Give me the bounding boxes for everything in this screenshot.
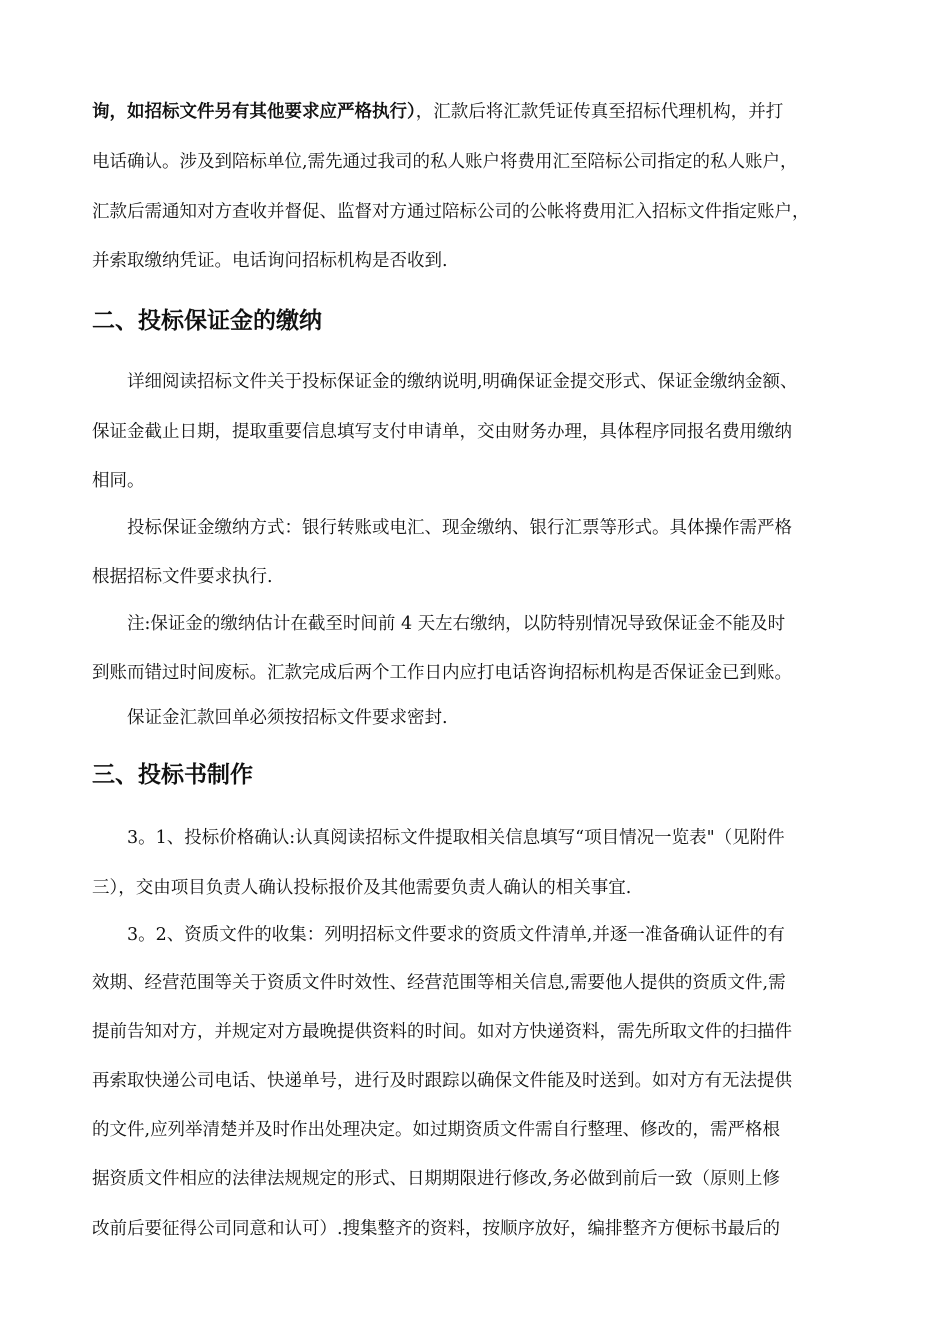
paragraph-line: 电话确认。涉及到陪标单位,需先通过我司的私人账户将费用汇至陪标公司指定的私人账户， [92, 152, 798, 172]
paragraph-line: 保证金截止日期，提取重要信息填写支付申请单，交由财务办理，具体程序同报名费用缴纳 [92, 422, 792, 442]
paragraph-line: 提前告知对方，并规定对方最晚提供资料的时间。如对方快递资料，需先所取文件的扫描件 [92, 1022, 792, 1042]
paragraph-line: 再索取快递公司电话、快递单号，进行及时跟踪以确保文件能及时送到。如对方有无法提供 [92, 1071, 792, 1091]
paragraph-line: 改前后要征得公司同意和认可）.搜集整齐的资料，按顺序放好，编排整齐方便标书最后的 [92, 1219, 781, 1239]
text-run: ，汇款后将汇款凭证传真至招标代理机构，并打 [415, 102, 784, 122]
paragraph-line [92, 100, 862, 124]
paragraph-line: 投标保证金缴纳方式：银行转账或电汇、现金缴纳、银行汇票等形式。具体操作需严格 [127, 518, 792, 538]
paragraph-line: 的文件,应列举清楚并及时作出处理决定。如过期资质文件需自行整理、修改的，需严格根 [92, 1120, 781, 1140]
paragraph-line: 根据招标文件要求执行. [92, 567, 273, 587]
section-heading: 二、投标保证金的缴纳 [92, 308, 322, 334]
paragraph-line: 汇款后需通知对方查收并督促、监督对方通过陪标公司的公帐将费用汇入招标文件指定账户， [92, 202, 810, 222]
paragraph-line: 注:保证金的缴纳估计在截至时间前 4 天左右缴纳，以防特别情况导致保证金不能及时 [127, 614, 786, 634]
paragraph-line: 效期、经营范围等关于资质文件时效性、经营范围等相关信息,需要他人提供的资质文件,需 [92, 973, 786, 993]
paragraph-line: 相同。 [92, 471, 145, 491]
paragraph-line: 三），交由项目负责人确认投标报价及其他需要负责人确认的相关事宜. [92, 878, 632, 898]
paragraph-line: 据资质文件相应的法律法规规定的形式、日期期限进行修改,务必做到前后一致（原则上修 [92, 1169, 781, 1189]
paragraph-line: 到账而错过时间废标。汇款完成后两个工作日内应打电话咨询招标机构是否保证金已到账。 [92, 663, 792, 683]
paragraph-line: 保证金汇款回单必须按招标文件要求密封. [127, 708, 448, 728]
paragraph-line: 3。1、投标价格确认:认真阅读招标文件提取相关信息填写“项目情况一览表"（见附件 [127, 828, 785, 848]
paragraph-line: 3。2、资质文件的收集：列明招标文件要求的资质文件清单,并逐一准备确认证件的有 [127, 925, 785, 945]
paragraph-line: 详细阅读招标文件关于投标保证金的缴纳说明,明确保证金提交形式、保证金缴纳金额、 [127, 372, 798, 392]
paragraph-line: 并索取缴纳凭证。电话询问招标机构是否收到. [92, 251, 448, 271]
section-heading: 三、投标书制作 [92, 762, 253, 788]
bold-text: 询，如招标文件另有其他要求应严格执行） [92, 102, 416, 122]
